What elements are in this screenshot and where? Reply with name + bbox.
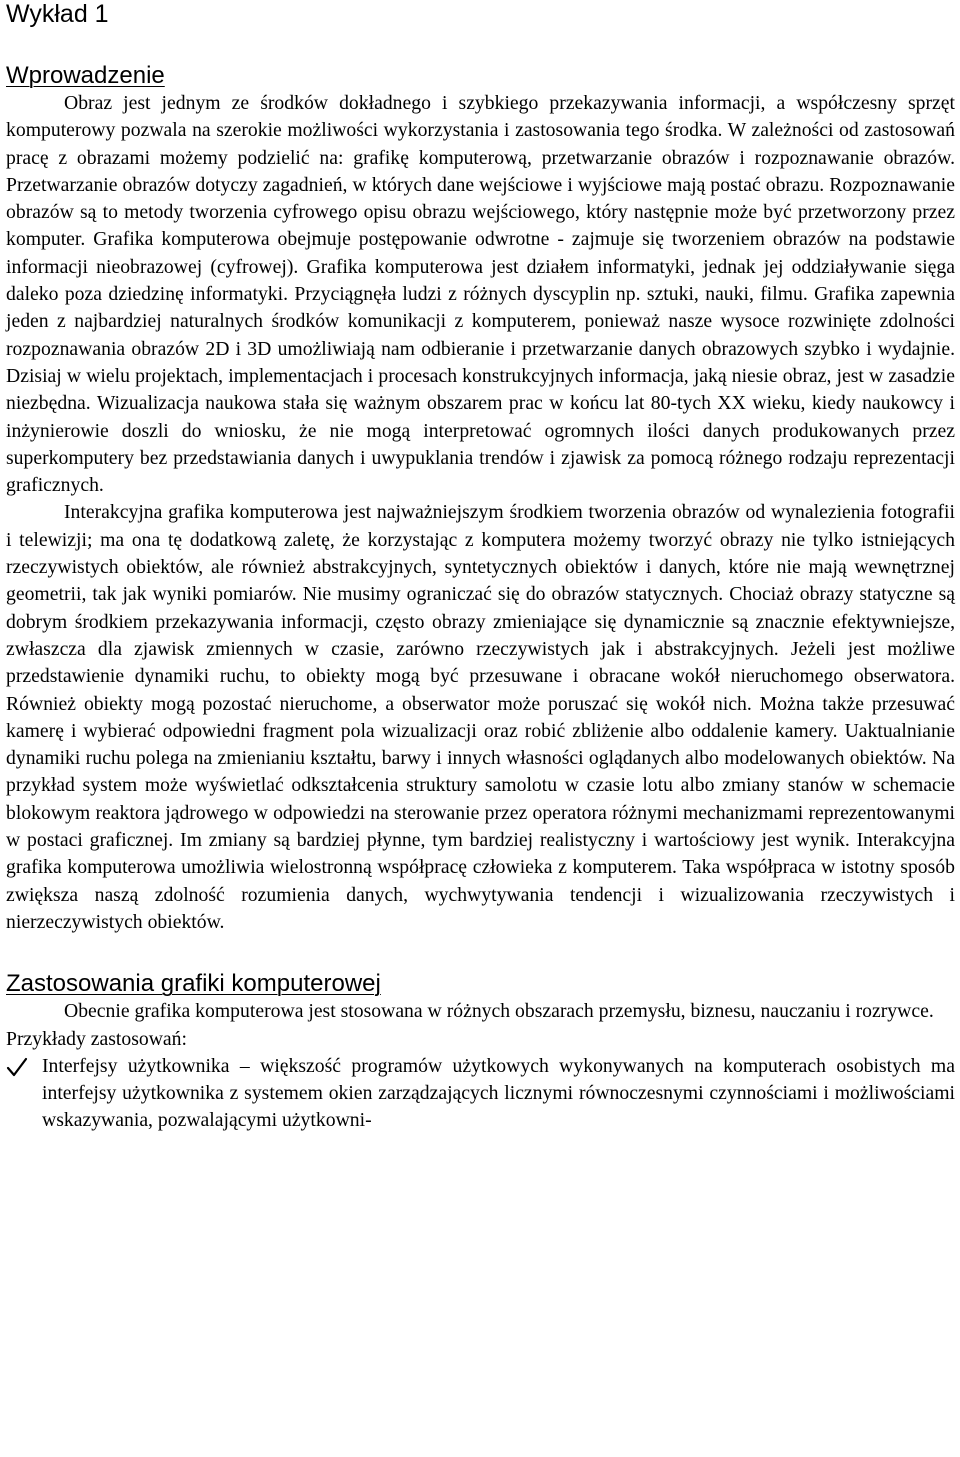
applications-list (6, 1053, 955, 1135)
examples-label: Przykłady zastosowań: (6, 1027, 187, 1050)
list-item-text: Interfejsy użytkownika – większość programów użytkowych wykonywanych na komputerach osobistych ma interfejsy użytkownika z systemem okien zarządzających licznymi równoczesnymi czynnościami i możliwościami wskazywania, pozwalającymi użytkowni- (42, 1054, 955, 1132)
document-title: Wykład 1 (6, 0, 109, 28)
checkmark-icon (6, 1056, 28, 1078)
list-item (6, 1053, 955, 1135)
document-page (6, 0, 955, 1135)
section-heading-introduction: Wprowadzenie (6, 62, 165, 89)
applications-paragraph-1: Obecnie grafika komputerowa jest stosowana w różnych obszarach przemysłu, biznesu, nauczaniu i rozrywce. (64, 1000, 934, 1023)
intro-paragraph-1: Obraz jest jednym ze środków dokładnego i szybkiego przekazywania informacji, a współczesny sprzęt komputerowy pozwala na szerokie możliwości wykorzystania i zastosowania tego środka. W zależności od zastosowań pracę z obrazami możemy podzielić na: grafikę komputerową, przetwarzanie obrazów i rozpoznawanie obrazów. Przetwarzanie obrazów dotyczy zagadnień, w których dane wejściowe i wyjściowe mają postać obrazu. Rozpoznawanie obrazów są to metody tworzenia cyfrowego opisu obrazu wejściowego, który następnie może być przetworzony przez komputer. Grafika komputerowa obejmuje postępowanie odwrotne - zajmuje się tworzeniem obrazów na podstawie informacji nieobrazowej (cyfrowej). Grafika komputerowa jest działem informatyki, jednak jej oddziaływanie sięga daleko poza dziedzinę informatyki. Przyciągnęła ludzi z różnych dyscyplin np. sztuki, nauki, filmu. Grafika zapewnia jeden z najbardziej naturalnych środków komunikacji z komputerem, ponieważ nasze wysoce rozwinięte zdolności rozpoznawania obrazów 2D i 3D umożliwiają nam odbieranie i przetwarzanie danych obrazowych szybko i wydajnie. Dzisiaj w wielu projektach, implementacjach i procesach konstrukcyjnych informacja, jaką niesie obraz, jest w zasadzie niezbędna. Wizualizacja naukowa stała się ważnym obszarem prac w końcu lat 80-tych XX wieku, kiedy naukowcy i inżynierowie doszli do wniosku, że nie mogą interpretować ogromnych ilości danych produkowanych przez superkomputery bez przedstawiania danych i uwypuklania trendów i zjawisk za pomocą różnego rodzaju reprezentacji graficznych. (6, 92, 955, 497)
intro-paragraph-2: Interakcyjna grafika komputerowa jest najważniejszym środkiem tworzenia obrazów od wynalezienia fotografii i telewizji; ma ona tę dodatkową zaletę, że korzystając z komputera możemy tworzyć obrazy nie tylko istniejących rzeczywistych obiektów, ale również abstrakcyjnych, syntetycznych obiektów i danych, które nie mają wewnętrznej geometrii, tak jak wyniki pomiarów. Nie musimy ograniczać się do obrazów statycznych. Chociaż obrazy statyczne są dobrym środkiem przekazywania informacji, często obrazy zmieniające się dynamicznie są znacznie efektywniejsze, zwłaszcza dla zjawisk zmiennych w czasie, zarówno rzeczywistych jak i abstrakcyjnych. Jeżeli jest możliwe przedstawienie dynamiki ruchu, to obiekty mogą być przesuwane i obracane wokół nieruchomego obserwatora. Również obiekty mogą pozostać nieruchome, a obserwator może poruszać się wokół nich. Można także przesuwać kamerę i wybierać odpowiedni fragment pola wizualizacji oraz robić zbliżenie albo oddalenie kamery. Uaktualnianie dynamiki ruchu polega na zmienianiu kształtu, barwy i innych własności oglądanych albo modelowanych obiektów. Na przykład system może wyświetlać odkształcenia struktury samolotu w czasie lotu albo zmiany stanów w schemacie blokowym reaktora jądrowego w odpowiedzi na sterowanie przez operatora różnymi mechanizmami reprezentowanymi w postaci graficznej. Im zmiany są bardziej płynne, tym bardziej realistyczny i wartościowy jest wynik. Interakcyjna grafika komputerowa umożliwia wielostronną współpracę człowieka z komputerem. Taka współpraca w istotny sposób zwiększa naszą zdolność rozumienia danych, wychwytywania tendencji i wizualizowania rzeczywistych i nierzeczywistych obiektów. (6, 501, 955, 933)
section-heading-applications: Zastosowania grafiki komputerowej (6, 970, 381, 998)
